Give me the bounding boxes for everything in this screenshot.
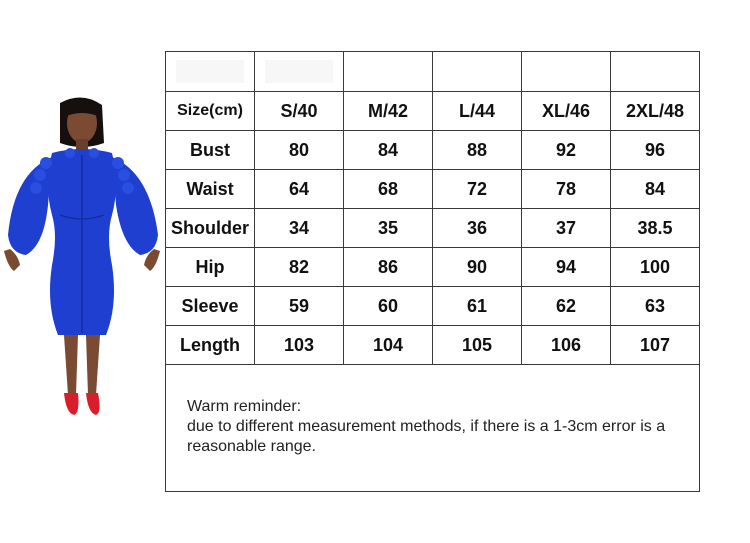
blank-cell xyxy=(522,52,611,92)
header-size-xl: XL/46 xyxy=(522,92,611,131)
header-size-2xl: 2XL/48 xyxy=(611,92,700,131)
size-chart-table xyxy=(165,51,700,365)
table-cell: 103 xyxy=(255,326,344,365)
table-row-length xyxy=(166,326,700,365)
header-size-m: M/42 xyxy=(344,92,433,131)
table-cell: 84 xyxy=(344,131,433,170)
table-cell: 100 xyxy=(611,248,700,287)
table-cell: 88 xyxy=(433,131,522,170)
blank-cell xyxy=(166,52,255,92)
row-label: Hip xyxy=(166,248,255,287)
header-size-l: L/44 xyxy=(433,92,522,131)
table-cell: 64 xyxy=(255,170,344,209)
header-size-s: S/40 xyxy=(255,92,344,131)
reminder-box xyxy=(165,363,700,492)
blank-cell xyxy=(344,52,433,92)
table-row-bust xyxy=(166,131,700,170)
blank-cell xyxy=(255,52,344,92)
table-blank-row xyxy=(166,52,700,92)
table-cell: 61 xyxy=(433,287,522,326)
model-in-blue-dress-image xyxy=(0,95,165,425)
table-cell: 94 xyxy=(522,248,611,287)
table-cell: 78 xyxy=(522,170,611,209)
table-cell: 92 xyxy=(522,131,611,170)
table-cell: 62 xyxy=(522,287,611,326)
table-cell: 106 xyxy=(522,326,611,365)
table-cell: 86 xyxy=(344,248,433,287)
table-cell: 34 xyxy=(255,209,344,248)
table-cell: 63 xyxy=(611,287,700,326)
reminder-title: Warm reminder: xyxy=(187,398,302,415)
table-cell: 107 xyxy=(611,326,700,365)
blank-cell xyxy=(611,52,700,92)
table-cell: 36 xyxy=(433,209,522,248)
table-cell: 35 xyxy=(344,209,433,248)
table-cell: 104 xyxy=(344,326,433,365)
row-label: Shoulder xyxy=(166,209,255,248)
table-row-hip xyxy=(166,248,700,287)
table-cell: 38.5 xyxy=(611,209,700,248)
table-cell: 84 xyxy=(611,170,700,209)
table-cell: 68 xyxy=(344,170,433,209)
table-cell: 59 xyxy=(255,287,344,326)
table-cell: 82 xyxy=(255,248,344,287)
table-cell: 37 xyxy=(522,209,611,248)
table-row-sleeve xyxy=(166,287,700,326)
table-cell: 90 xyxy=(433,248,522,287)
table-cell: 60 xyxy=(344,287,433,326)
reminder-text xyxy=(187,397,691,457)
table-cell: 72 xyxy=(433,170,522,209)
row-label: Waist xyxy=(166,170,255,209)
table-header-row xyxy=(166,92,700,131)
blank-cell xyxy=(433,52,522,92)
table-cell: 96 xyxy=(611,131,700,170)
reminder-body: due to different measurement methods, if there is a 1-3cm error is a reasonable range. xyxy=(187,418,666,455)
row-label: Sleeve xyxy=(166,287,255,326)
table-row-shoulder xyxy=(166,209,700,248)
table-cell: 80 xyxy=(255,131,344,170)
header-size-label: Size(cm) xyxy=(166,92,255,131)
table-row-waist xyxy=(166,170,700,209)
row-label: Length xyxy=(166,326,255,365)
table-cell: 105 xyxy=(433,326,522,365)
row-label: Bust xyxy=(166,131,255,170)
